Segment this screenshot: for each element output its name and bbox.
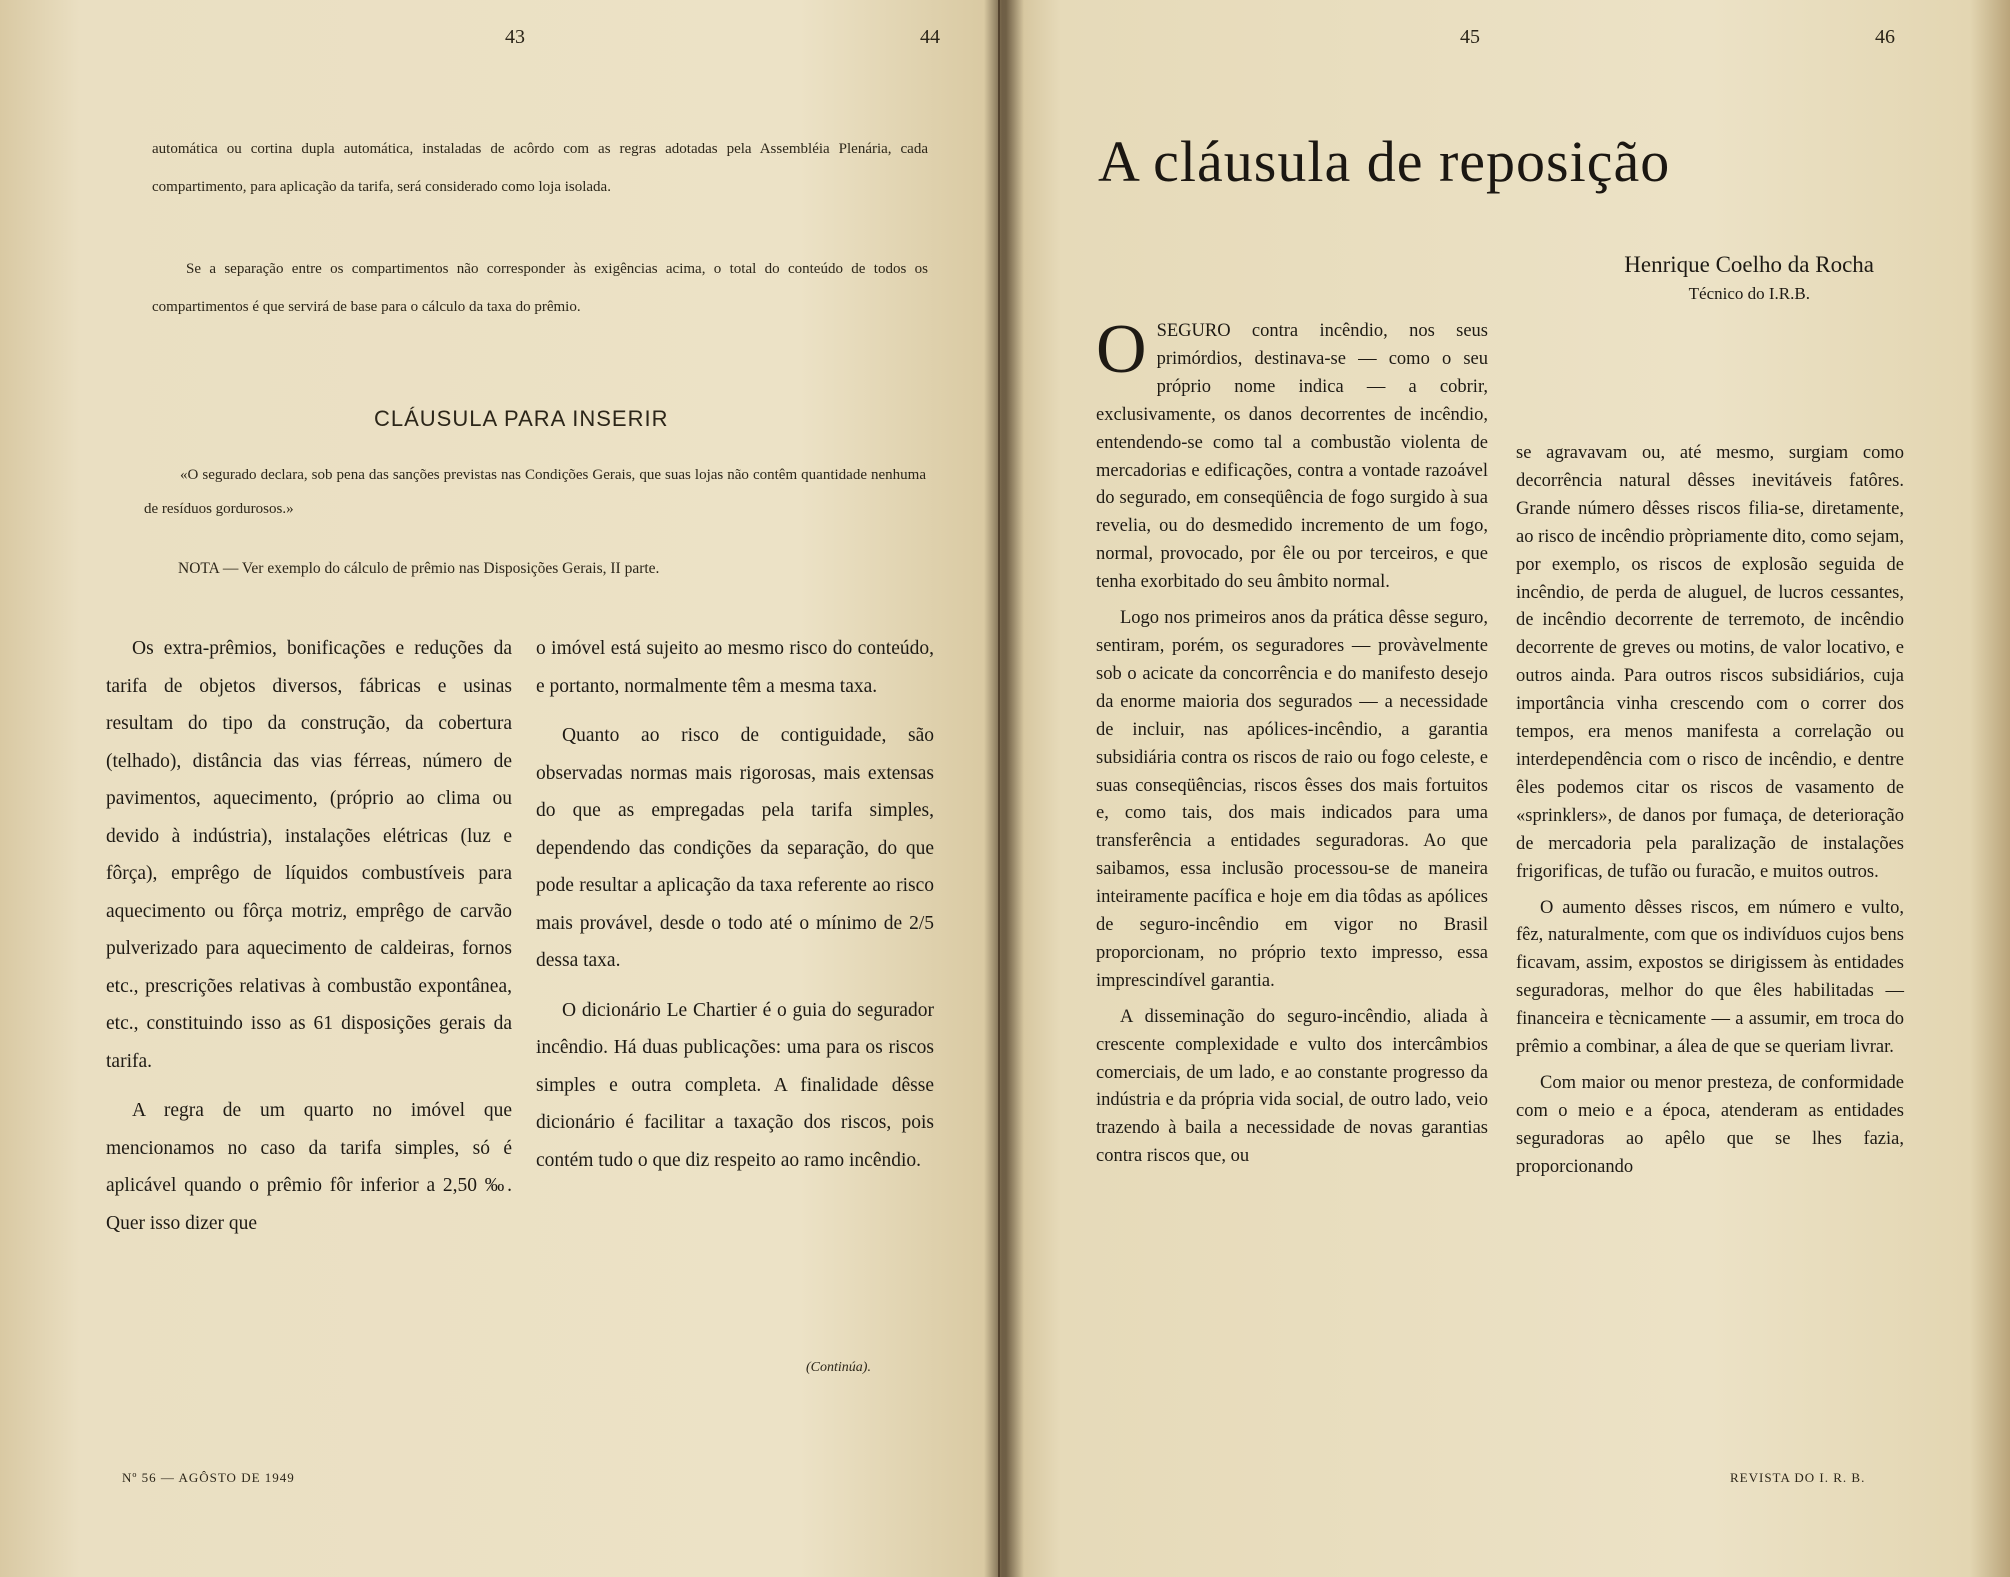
right-col1-paragraph: Logo nos primeiros anos da prática dêsse seguro, sentiram, porém, os seguradores — provàvelmente sob o acicate da concorrência e do manifesto desejo da enorme maioria dos segurados — a necessidade de incluir, nas apólices-incêndio, a garantia subsidiária contra os riscos de raio ou fogo celeste, e suas conseqüências, riscos êsses dos mais fortuitos e, como tais, dos mais indicados para uma transferência a entidades seguradoras. Ao que saibamos, essa inclusão processou-se de maneira inteiramente pacífica e hoje em dia tôdas as apólices de seguro-incêndio em vigor no Brasil proporcionam, no próprio texto impresso, essa imprescindível garantia. [1096,608,1488,991]
clause-heading: CLÁUSULA PARA INSERIR [374,406,669,431]
article-author: Henrique Coelho da Rocha [1624,252,1874,277]
right-col1-paragraph: A disseminação do seguro-incêndio, aliada à crescente complexidade e vulto dos intercâmbios comerciais, de um lado, e ao constante progresso da indústria e da própria vida social, de outro lado, veio trazendo à baila a necessidade de novas garantias contra riscos que, ou [1096,1006,1488,1167]
left-col1-paragraph: A regra de um quarto no imóvel que mencionamos no caso da tarifa simples, só é aplicável quando o prêmio fôr inferior a 2,50 ‰. Quer isso dizer que [106,1100,512,1234]
left-col2-paragraph: Quanto ao risco de contiguidade, são observadas normas mais rigorosas, mais extensas do que as empregadas pela tarifa simples, dependendo das condições da separação, do que pode resultar a aplicação da taxa referente ao risco mais provável, desde o todo até o mínimo de 2/5 dessa taxa. [536,725,934,971]
intro-paragraph-1: automática ou cortina dupla automática, instaladas de acôrdo com as regras adotadas pela Assembléia Plenária, cada compartimento, para aplicação da tarifa, será considerado como loja isolada. [152,141,928,195]
left-page [0,0,1000,1577]
opening-text: contra incêndio, nos seus primórdios, destinava-se — como o seu próprio nome indica — a cobrir, exclusivamente, os danos decorrentes de incêndio, entendendo-se como tal a combustão violenta de mercadorias e edificações, contra a vontade razoável do segurado, em conseqüência de fogo surgido à sua revelia, ou do desmedido incremento de um fogo, normal, provocado, por êle ou por terceiros, e que tenha exorbitado do seu âmbito normal. [1096,321,1488,593]
opening-smallcaps: SEGURO [1156,321,1231,341]
left-col2-paragraph: o imóvel está sujeito ao mesmo risco do conteúdo, e portanto, normalmente têm a mesma taxa. [536,638,934,697]
left-col1-paragraph: Os extra-prêmios, bonificações e reduções da tarifa de objetos diversos, fábricas e usinas resultam do tipo da construção, da cobertura (telhado), distância das vias férreas, número de pavimentos, aquecimento, (próprio ao clima ou devido à indústria), instalações elétricas (luz e fôrça), emprêgo de líquidos combustíveis para aquecimento ou fôrça motriz, emprêgo de carvão pulverizado para aquecimento de caldeiras, fornos etc., prescrições relativas à combustão expontânea, etc., constituindo isso as 61 disposições gerais da tarifa. [106,638,512,1072]
left-column-1 [106,630,512,1254]
page-number-45: 45 [1460,26,1480,48]
right-col1-paragraph [1096,311,1488,597]
right-column-2 [1516,440,1904,1190]
right-column-1 [1096,311,1488,1179]
left-col2-paragraph: O dicionário Le Chartier é o guia do segurador incêndio. Há duas publicações: uma para os riscos simples e outra completa. A finalidade dêsse dicionário é facilitar a taxação dos riscos, pois contém tudo o que diz respeito ao ramo incêndio. [536,999,934,1171]
clause-text: «O segurado declara, sob pena das sanções previstas nas Condições Gerais, que suas lojas não contêm quantidade nenhuma de resíduos gordurosos.» [144,467,926,517]
page-number-46: 46 [1875,26,1895,48]
left-footer: Nº 56 — AGÔSTO DE 1949 [122,1470,295,1485]
author-role: Técnico do I.R.B. [1688,284,1810,303]
drop-cap: O [1096,311,1147,388]
continua-label: (Continúa). [806,1360,871,1375]
right-col2-paragraph: O aumento dêsses riscos, em número e vulto, fêz, naturalmente, com que os indivíduos cujos bens ficavam, assim, expostos se dirigissem às entidades seguradoras, melhor do que êles habilitadas — financeira e tècnicamente — a assumir, em troca do prêmio a combinar, a álea de que se queriam livrar. [1516,897,1904,1058]
right-footer: REVISTA DO I. R. B. [1730,1470,1866,1485]
article-title: A cláusula de reposição [1098,129,1671,194]
right-col2-paragraph: Com maior ou menor presteza, de conformidade com o meio e a época, atenderam as entidades seguradoras ao apêlo que se lhes fazia, proporcionando [1516,1072,1904,1177]
left-column-2 [536,630,934,1191]
book-gutter [984,0,1024,1577]
nota-text: NOTA — Ver exemplo do cálculo de prêmio nas Disposições Gerais, II parte. [178,560,660,577]
right-col2-paragraph: se agravavam ou, até mesmo, surgiam como decorrência natural dêsses inevitáveis fatôres. Grande número dêsses riscos filia-se, diretamente, ao risco de incêndio pròpriamente dito, como sejam, por exemplo, os riscos de explosão seguida de incêndio, de perda de aluguel, de lucros cessantes, de incêndio decorrente de terremoto, de incêndio decorrente de greves ou motins, de valor locativo, e outros ainda. Para outros riscos subsidiários, cuja importância vinha crescendo com o correr dos tempos, era menos manifesta a correlação ou interdependência com o risco de incêndio, e dentre êles podemos citar os riscos de vasamento de «sprinklers», de danos por fumaça, de deterioração de mercadoria pela paralização de instalações frigorificas, de tufão ou furacão, e muitos outros. [1516,443,1904,882]
intro-paragraph-2: Se a separação entre os compartimentos não corresponder às exigências acima, o total do conteúdo de todos os compartimentos é que servirá de base para o cálculo da taxa do prêmio. [152,261,928,315]
page-number-44: 44 [920,26,940,48]
page-number-43: 43 [505,26,525,48]
